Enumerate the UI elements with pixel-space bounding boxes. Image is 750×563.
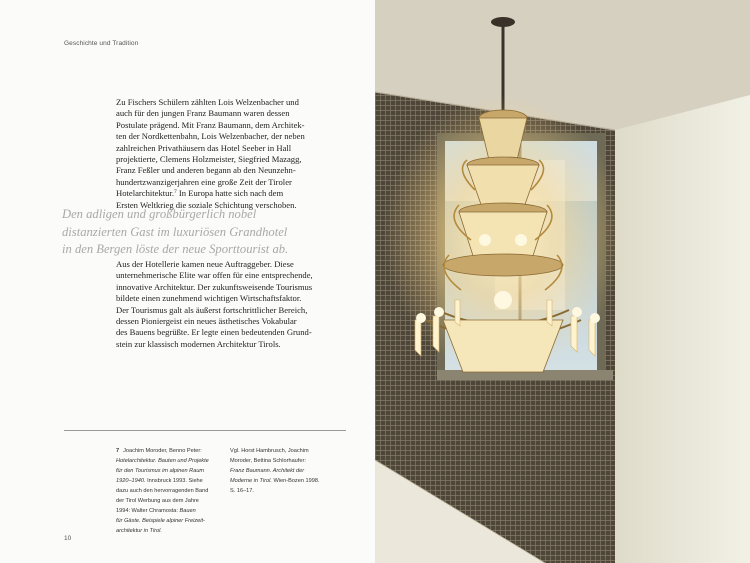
- pull-quote: Den adligen und großbürgerlich nobel distanzierten Gast im luxuriösen Grandhotel in den Bergen löste der neue Sporttourist ab.: [62, 207, 289, 256]
- footnote-divider: [64, 430, 346, 431]
- footnote-number: 7: [116, 448, 120, 454]
- chandelier-in-stairwell-photo: [375, 0, 750, 563]
- footnote-reference-line: Hotelarchitektur.$^7$ In Europa hatte sich nach dem: [116, 188, 284, 199]
- photo-illustration: [375, 0, 750, 563]
- running-head: Geschichte und Tradition: [64, 40, 139, 47]
- footnote-7: 7 Joachim Moroder, Benno Peter: Hotelarchitektur. Bauten und Projekte für den Tourismus im alpinen Raum 1920–1940. Innsbruck 1993. Siehe dazu auch den hervorragenden Band der Tirol Werbung aus dem Jahre 1994: Walter Chramosta: Bauen für Gäste. Beispiele alpiner Freizeit- architektur in Tirol.: [116, 448, 209, 534]
- body-paragraph-1: Zu Fischers Schülern zählten Lois Welzenbacher und auch für den jungen Franz Baumann waren dessen Postulate prägend. Mit Franz Baumann, dem Architek- ten der Nordkettenbahn, Lois Welzenbacher, der neben zahlreichen Privathäusern das Hotel Seeber in Hall projektierte, Clemens Holzmeister, Siegfried Mazagg, Franz Feßler und anderen begann ab den Neunzehn- hundertzwanzigerjahren eine große Zeit der Tiroler Hotelarchitektur.$^7$ In Europa hatte sich nach dem Ersten Weltkrieg die soziale Schichtung verschoben.: [116, 97, 344, 211]
- page-number: 10: [64, 535, 72, 542]
- footnote-8: Vgl. Horst Hambrusch, Joachim Moroder, Bettina Schlorhaufer: Franz Baumann. Architekt der Moderne in Tirol. Wien-Bozen 1998. S. 16–17.: [230, 448, 320, 494]
- body-paragraph-2: Aus der Hotellerie kamen neue Auftraggeber. Diese unternehmerische Elite war offen für eine entsprechende, innovative Architektur. Der zukunftsweisende Tourismus bildete einen zunehmend wichtigen Wirtschaftsfaktor. Der Tourismus galt als äußerst fortschrittlicher Bereich, dessen Pioniergeist ein neues ästhetisches Vokabular des Bauens begrüßte. Er legte einen bedeutenden Grund- stein zur klassisch modernen Architektur Tirols.: [116, 259, 313, 349]
- stairwell-wall: [615, 95, 750, 563]
- footnote-marker[interactable]: 7: [174, 189, 177, 196]
